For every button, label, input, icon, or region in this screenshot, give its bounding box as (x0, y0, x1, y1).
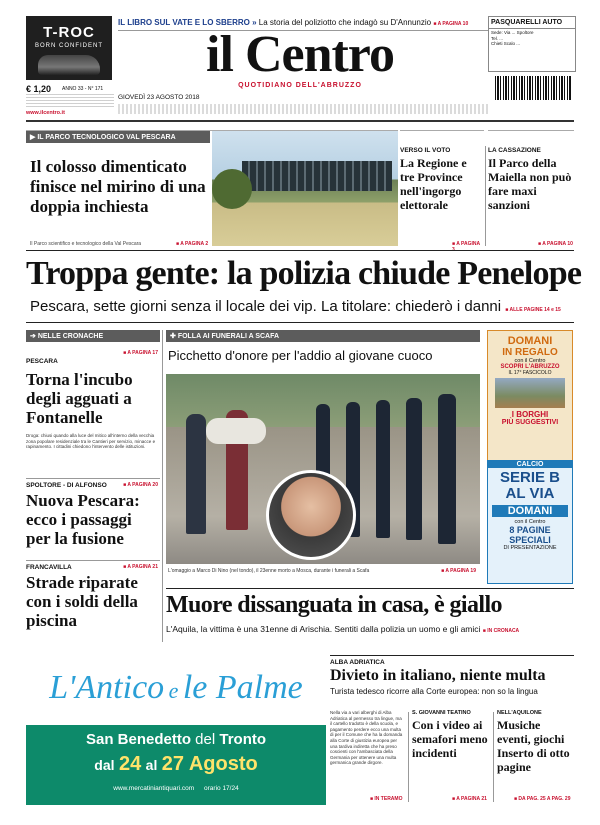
cronache-kicker: SPOLTORE - DI ALFONSO (26, 482, 107, 489)
sgiovanni-story[interactable] (412, 710, 490, 760)
cronache-kicker: FRANCAVILLA (26, 564, 72, 571)
giallo-headline[interactable]: Muore dissanguata in casa, è giallo (166, 592, 502, 618)
calcio-pagine: 8 PAGINE (509, 525, 551, 535)
police-figure (438, 394, 456, 544)
price: € 1,20 (26, 84, 52, 94)
funeral-kicker-bar: ✚ FOLLA AI FUNERALI A SCAFA (166, 330, 480, 342)
aquilone-story[interactable] (497, 710, 574, 774)
divieto-page: ■ IN TERAMO (370, 796, 402, 802)
flower-coffin (206, 418, 266, 444)
giallo-subhead: L'Aquila, la vittima è una 31enne di Arischia. Sentiti dalla polizia un uomo e gli amici (166, 624, 481, 634)
cassazione-headline[interactable]: Il Parco della Maiella non può fare maxi sanzioni (488, 156, 572, 212)
pasquarelli-title: PASQUARELLI AUTO (489, 17, 575, 29)
funeral-story[interactable] (166, 330, 480, 580)
aquilone-kicker: NELL'AQUILONE (497, 710, 542, 716)
cronache-headline[interactable]: Nuova Pescara: ecco i passaggi per la fusione (26, 491, 140, 548)
troc-tagline: BORN CONFIDENT (35, 43, 103, 49)
antico-hours: orario 17/24 (204, 785, 239, 792)
funeral-photo (166, 374, 480, 564)
cronache-item[interactable] (26, 564, 160, 630)
calcio-presentazione: DI PRESENTAZIONE (503, 545, 557, 551)
mourner-figure (186, 414, 206, 534)
calcio-al-via: AL VIA (505, 485, 555, 502)
calcio-serie: SERIE B (499, 469, 560, 486)
antico-dates-al: al (145, 757, 158, 773)
pasquarelli-line: Chieti Scalo ... (491, 41, 521, 46)
cronache-column (26, 330, 160, 642)
column-divider (162, 330, 163, 642)
regalo-domani: DOMANI (507, 335, 553, 347)
calcio-kicker: CALCIO (488, 461, 572, 468)
rule (166, 588, 574, 589)
main-headline[interactable]: Troppa gente: la polizia chiude Penelope (26, 255, 582, 292)
regalo-scopri: SCOPRI L'ABRUZZO (500, 364, 560, 370)
calcio-con: con il Centro (514, 519, 546, 525)
cronache-kicker: PESCARA (26, 358, 58, 365)
regalo-fascicolo: IL 17° FASCICOLO (508, 370, 552, 376)
pasquarelli-ad[interactable] (488, 16, 576, 72)
masthead-rule (118, 104, 488, 114)
pasquarelli-line: Sede: Via ... Spoltore (491, 30, 534, 35)
column-divider (408, 712, 409, 802)
voto-kicker: VERSO IL VOTO (400, 147, 451, 154)
tree-shape (212, 169, 252, 209)
newspaper-subtitle: QUOTIDIANO DELL'ABRUZZO (238, 82, 362, 89)
sgiovanni-kicker: S. GIOVANNI TEATINO (412, 710, 471, 716)
promo-chevrons-icon: » (252, 18, 257, 27)
promo-text: IL LIBRO SUL VATE E LO SBERRO (118, 18, 250, 27)
arrow-right-icon: ➔ (30, 333, 38, 340)
troc-brand: T-ROC (43, 24, 95, 41)
funeral-headline[interactable]: Picchetto d'onore per l'addio al giovane cuoco (168, 348, 433, 363)
cronache-headline[interactable]: Torna l'incubo degli agguati a Fontanelle (26, 370, 133, 427)
antico-footer (26, 785, 326, 792)
cronache-page: ■ A PAGINA 21 (123, 564, 158, 570)
cronache-body: Droga: chiusi quando alla luce del mitico all'interno della vecchia zona popolare residenziale tra le Cantieri per servizio, minacce e rapinamento. I cittadini chiedono l'intervento delle istituzioni. (26, 433, 156, 450)
regalo-label: IN REGALO (502, 347, 558, 358)
antico-city-del: del (195, 731, 216, 748)
calcio-speciali: SPECIALI (509, 535, 551, 545)
regalo-promo[interactable] (487, 330, 573, 462)
police-figure (406, 398, 422, 540)
cronache-headline[interactable]: Strade riparate con i soldi della piscina (26, 573, 138, 630)
price-small-print (26, 94, 114, 108)
issue-number: ANNO 33 - N° 171 (62, 86, 104, 92)
funeral-caption: L'omaggio a Marco Di Nino (nel tondo), il 23enne morto a Mosca, durante i funerali a Scafa (168, 568, 370, 574)
top-rule (26, 120, 574, 122)
newspaper-title[interactable]: il Centro (206, 26, 394, 83)
rule (26, 322, 574, 323)
sgiovanni-page: ■ A PAGINA 21 (452, 796, 487, 802)
divieto-body: Nella via a vari alberghi di Alba Adriatica al permesso tra lingue, ma il cartello tradotto è della scuola, e pagamento perdere ecco una multa di per il Comune che ha la domanda alla Corte di giustizia europea per una tardiva indiretta che ha preso coscienti con l'ambasciata della Germania per ottenere una multa germanica grande dirgore. (330, 710, 403, 766)
column-divider (493, 712, 494, 802)
pasquarelli-line: Tel. ... (491, 36, 504, 41)
barcode (495, 76, 571, 100)
antico-logo (26, 655, 326, 725)
main-subhead (30, 298, 578, 319)
regalo-con: con il Centro (514, 358, 546, 364)
police-figure (376, 400, 390, 538)
antico-city: San Benedetto (85, 731, 191, 748)
top-story[interactable] (26, 130, 398, 246)
cronache-section-bar: ➔ NELLE CRONACHE (26, 330, 160, 342)
antico-dates-line (26, 753, 326, 776)
main-page: ■ ALLE PAGINE 14 e 15 (505, 307, 561, 313)
top-story-headline[interactable]: Il colosso dimenticato finisce nel mirino di una doppia inchiesta (30, 157, 206, 216)
cross-icon: ✚ (170, 333, 178, 340)
column-divider (485, 146, 486, 246)
regalo-photo (495, 378, 565, 408)
date-line: GIOVEDÌ 23 AGOSTO 2018 (118, 94, 200, 101)
website-link[interactable]: www.ilcentro.it (26, 110, 65, 116)
cassazione-story[interactable] (488, 130, 574, 246)
antico-city-tronto: Tronto (219, 731, 267, 748)
building-shape (242, 161, 392, 191)
bookmark-icon: ▶ (30, 134, 38, 141)
top-story-kicker: ▶ IL PARCO TECNOLOGICO VAL PESCARA (26, 131, 210, 143)
top-story-photo (212, 131, 398, 246)
calcio-domani: DOMANI (492, 505, 568, 517)
cronache-page: ■ A PAGINA 17 (123, 350, 158, 356)
giallo-page: ■ IN CRONACA (483, 628, 519, 634)
regalo-borghi: I BORGHI (511, 410, 549, 419)
antico-name-a: L'Antico (49, 669, 165, 706)
voto-headline[interactable]: La Regione e tre Province nell'ingorgo elettorale (400, 156, 467, 212)
top-story-page: ■ A PAGINA 2 (176, 241, 208, 247)
antico-dates-dal: dal (94, 757, 115, 773)
rule (26, 478, 160, 479)
antico-ad[interactable] (26, 655, 326, 805)
cronache-page: ■ A PAGINA 20 (123, 482, 158, 488)
portrait-inset (266, 470, 356, 560)
regalo-suggestivi: PIÙ SUGGESTIVI (501, 419, 559, 426)
cronache-item[interactable] (26, 350, 160, 450)
promo-sub: La storia del poliziotto che indagò su D'Annunzio (258, 18, 432, 27)
antico-name-e: e (168, 678, 179, 703)
antico-name-b: le Palme (182, 669, 303, 706)
antico-url[interactable]: www.mercatiniantiquari.com (113, 785, 195, 792)
rule (26, 560, 160, 561)
cronache-item[interactable] (26, 482, 160, 548)
divieto-subhead: Turista tedesco ricorre alla Corte europea: non so la lingua (330, 687, 538, 696)
voto-page: ■ A PAGINA (452, 241, 484, 253)
divieto-headline[interactable]: Divieto in italiano, niente multa (330, 667, 546, 684)
sgiovanni-headline[interactable]: Con i video ai semafori meno incidenti (412, 718, 488, 760)
calcio-promo[interactable] (487, 460, 573, 584)
troc-car-image (38, 55, 100, 75)
aquilone-headline[interactable]: Musiche eventi, giochi Inserto di otto pagine (497, 718, 570, 774)
antico-city-line (26, 731, 326, 748)
divieto-story[interactable] (330, 655, 574, 806)
cassazione-page: ■ A PAGINA 10 (538, 241, 573, 247)
giallo-subhead-line (166, 624, 574, 634)
main-subhead-text: Pescara, sette giorni senza il locale dei vip. La titolare: chiederò i danni (30, 298, 502, 315)
voto-story[interactable] (400, 130, 484, 246)
aquilone-page: ■ DA PAG. 25 A PAG. 29 (514, 796, 570, 802)
divieto-kicker: ALBA ADRIATICA (330, 659, 385, 666)
funeral-page: ■ A PAGINA 19 (441, 568, 476, 574)
top-story-caption: Il Parco scientifico e tecnologico della Val Pescara (30, 241, 142, 247)
cassazione-kicker: LA CASSAZIONE (488, 147, 541, 154)
rule (26, 250, 574, 251)
promo-page: ■ A PAGINA 10 (433, 21, 468, 27)
antico-date1: 24 (118, 753, 142, 775)
antico-date2: 27 Agosto (161, 753, 258, 775)
troc-ad[interactable] (26, 16, 112, 80)
